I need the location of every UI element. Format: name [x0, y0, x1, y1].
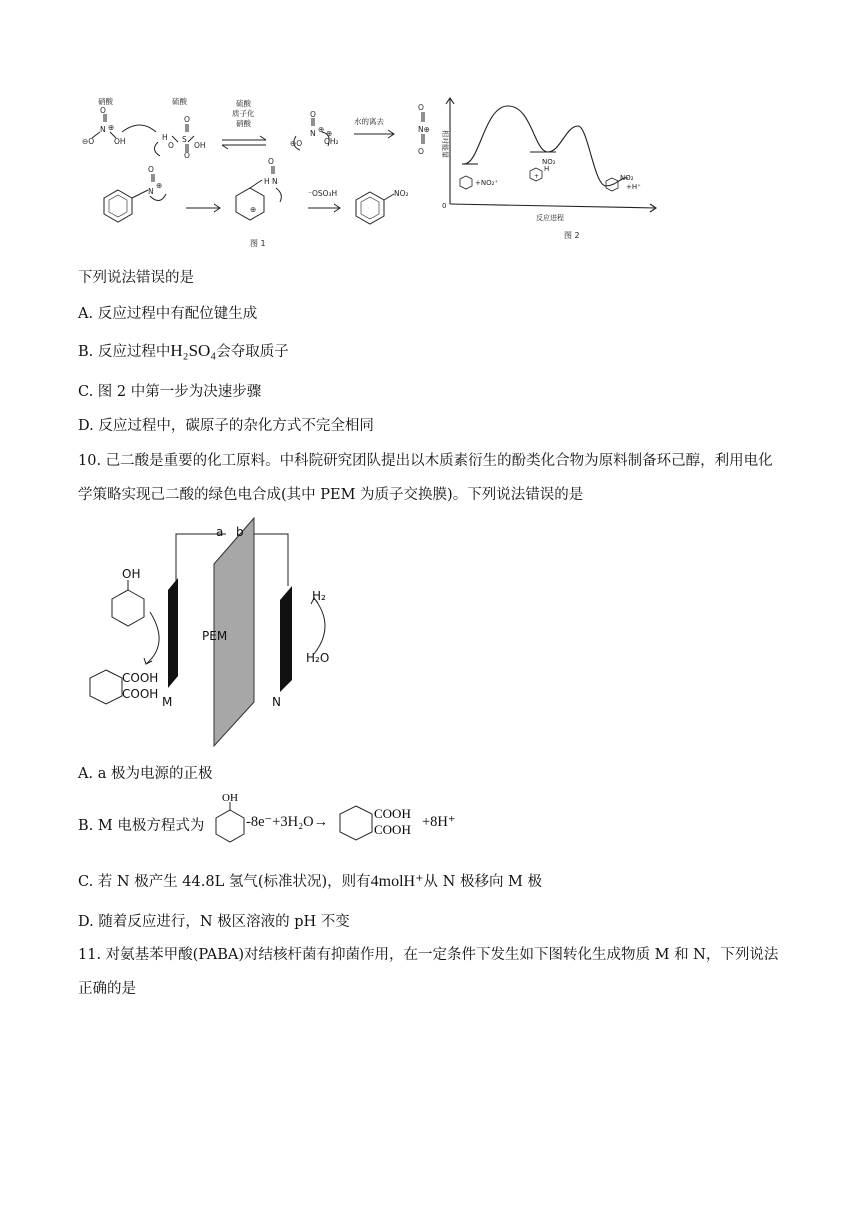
electrolysis-diagram: [80, 514, 380, 750]
h2o-label: H₂O: [306, 651, 330, 665]
svg-text:N: N: [272, 177, 278, 186]
svg-text:OH₂: OH₂: [324, 137, 339, 146]
adipic-acid-structure: [336, 796, 426, 850]
label-water-loss: 水的离去: [354, 117, 384, 126]
svg-text:O: O: [184, 151, 190, 160]
q9-option-b-suffix: 会夺取质子: [216, 344, 289, 360]
svg-text:NO₂: NO₂: [620, 174, 634, 182]
svg-text:OH: OH: [114, 137, 126, 146]
energy-curve: [464, 106, 628, 186]
terminal-a: a: [216, 525, 224, 539]
label-sulfuric-acid: 硫酸: [172, 97, 187, 106]
svg-text:O: O: [148, 165, 154, 174]
q9-option-d: D. 反应过程中，碳原子的杂化方式不完全相同: [78, 418, 374, 434]
svg-text:O: O: [310, 110, 316, 119]
electrode-n: [280, 586, 292, 692]
figure-2-origin: 0: [442, 202, 447, 210]
svg-text:N: N: [310, 129, 316, 138]
svg-text:S: S: [182, 135, 187, 144]
figure-2-ylabel: 相对能量: [441, 130, 449, 158]
svg-text:O: O: [184, 115, 190, 124]
svg-text:H: H: [264, 177, 270, 186]
svg-text:⊕: ⊕: [318, 125, 325, 134]
svg-text:O: O: [418, 103, 424, 112]
electrode-n-label: N: [272, 695, 281, 709]
q10-option-b-mid: -8e⁻+3H₂O→: [246, 814, 329, 830]
q10-option-c-formula: 4molH⁺: [370, 873, 424, 890]
q10-option-b-prefix: B. M 电极方程式为: [78, 818, 205, 834]
label-nitric-acid: 硝酸: [98, 97, 113, 106]
svg-text:N: N: [100, 125, 106, 134]
svg-text:N: N: [148, 187, 154, 196]
svg-text:⊖O: ⊖O: [290, 139, 303, 148]
figure-2-energy-profile: [436, 92, 666, 244]
label-arrow-top: 硫酸: [236, 99, 251, 108]
svg-text:⊕: ⊕: [156, 181, 163, 190]
svg-text:⊖O: ⊖O: [82, 137, 95, 146]
product-cooh-2: COOH: [122, 687, 159, 701]
label-oso3h: ⁻OSO₃H: [308, 189, 338, 198]
svg-text:O: O: [418, 147, 424, 156]
reactant-oh: OH: [122, 567, 141, 581]
end-species: +H⁺: [626, 183, 641, 191]
q10-option-c-prefix: C. 若 N 极产生 44.8L 氢气(标准状况)，则有: [78, 874, 371, 890]
q9-option-b-prefix: B. 反应过程中: [78, 344, 171, 360]
electrode-m-label: M: [162, 695, 173, 709]
q9-option-a: A. 反应过程中有配位键生成: [78, 306, 258, 322]
figure-1-caption: 图 1: [250, 239, 266, 248]
label-arrow-mid: 质子化: [232, 109, 255, 118]
q9-option-c: C. 图 2 中第一步为决速步骤: [78, 384, 262, 400]
svg-text:N⊕: N⊕: [418, 125, 430, 134]
b-cooh-2: COOH: [374, 822, 411, 837]
svg-text:H: H: [544, 165, 550, 173]
q10-option-c: [78, 870, 542, 891]
pem-label: PEM: [202, 629, 228, 643]
figure-2-xlabel: 反应进程: [536, 214, 564, 222]
q10-option-c-suffix: 从 N 极移向 M 极: [423, 874, 543, 890]
svg-text:NO₂: NO₂: [542, 158, 556, 166]
q10-option-a: A. a 极为电源的正极: [78, 766, 213, 782]
label-nitro-group: NO₂: [394, 189, 409, 198]
q10-option-d: D. 随着反应进行，N 极区溶液的 pH 不变: [78, 914, 350, 930]
electrode-m: [168, 578, 178, 688]
q10-option-b: [78, 790, 498, 856]
q9-option-b: [78, 340, 289, 361]
b-oh-label: OH: [222, 792, 238, 804]
q9-option-b-formula: H₂SO₄: [170, 341, 217, 360]
svg-text:⊕: ⊕: [250, 205, 257, 214]
svg-text:O: O: [168, 141, 174, 150]
figure-2-caption: 图 2: [564, 231, 580, 240]
svg-text:⊕: ⊕: [108, 123, 115, 132]
h2-label: H₂: [312, 589, 326, 603]
svg-text:H: H: [162, 133, 168, 142]
svg-text:OH: OH: [194, 141, 206, 150]
svg-text:O: O: [268, 157, 274, 166]
q11-stem: 11. 对氨基苯甲酸(PABA)对结核杆菌有抑菌作用，在一定条件下发生如下图转化生成物质 M 和 N，下列说法正确的是: [78, 947, 779, 997]
terminal-b: b: [236, 525, 244, 539]
q9-stem: 下列说法错误的是: [78, 270, 194, 286]
q10-stem: 10. 己二酸是重要的化工原料。中科院研究团队提出以木质素衍生的酚类化合物为原料制备环己醇，利用电化学策略实现己二酸的绿色电合成(其中 PEM 为质子交换膜)。下列说法错误的是: [78, 453, 773, 503]
svg-text:⊕: ⊕: [326, 129, 333, 138]
figure-1-mechanism: [78, 92, 438, 252]
svg-text:+: +: [534, 173, 540, 180]
svg-text:O: O: [100, 106, 106, 115]
q10-option-b-suffix: +8H⁺: [422, 814, 456, 830]
label-arrow-bot: 硝酸: [236, 119, 251, 128]
product-cooh-1: COOH: [122, 671, 159, 685]
start-species: +NO₂⁺: [475, 179, 499, 187]
b-cooh-1: COOH: [374, 806, 411, 821]
